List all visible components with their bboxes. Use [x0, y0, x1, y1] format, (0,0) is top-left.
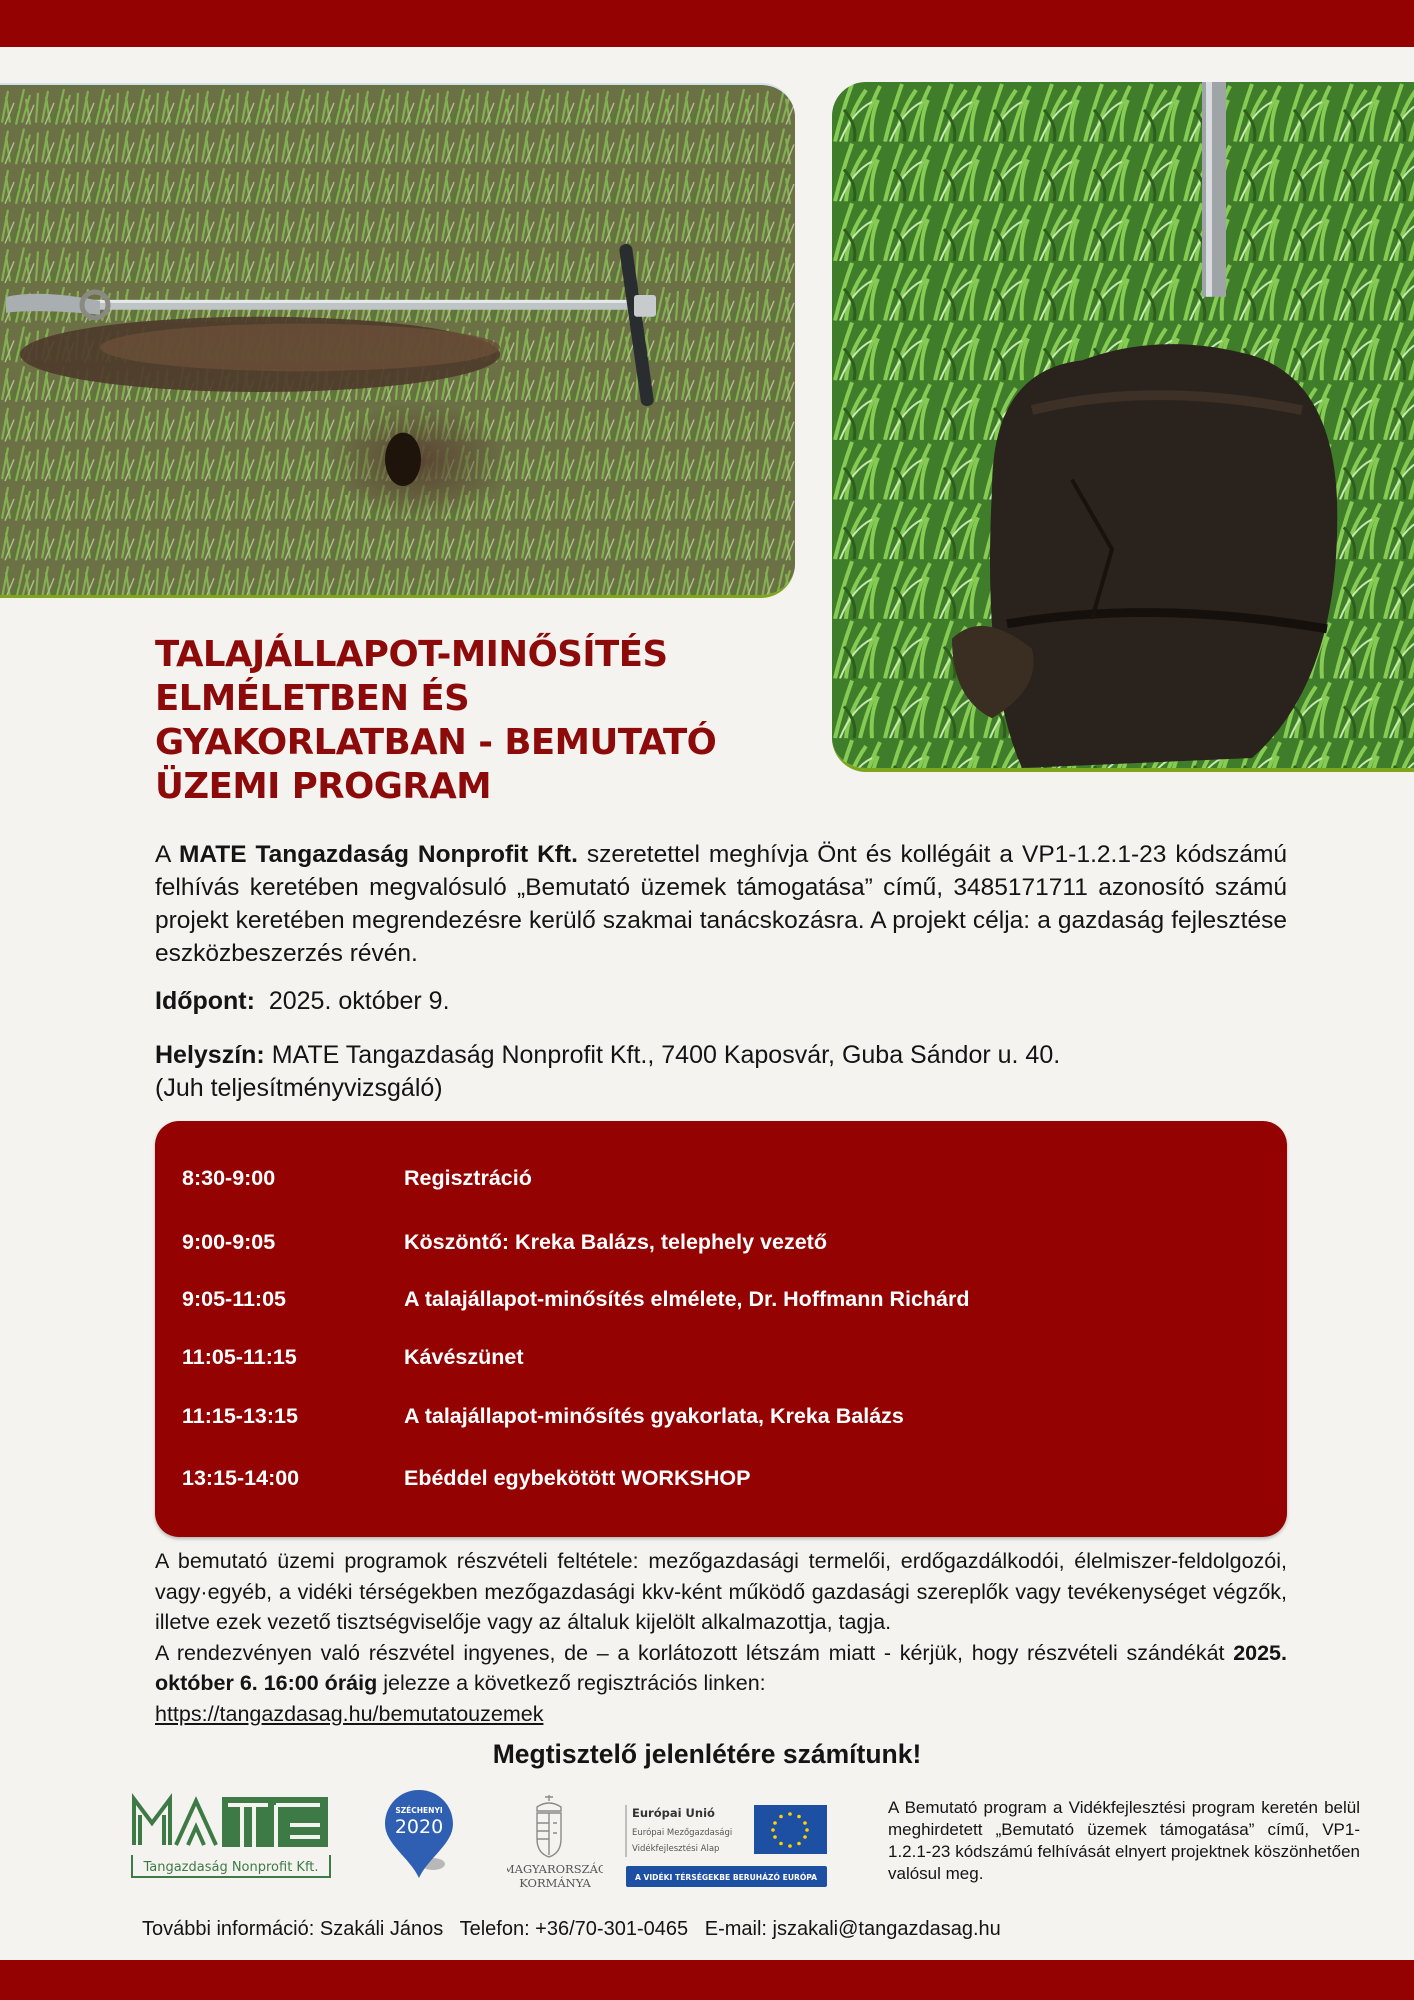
agenda-time: 11:15-13:15: [182, 1404, 298, 1428]
agenda-item: Köszöntő: Kreka Balázs, telephely vezető: [404, 1230, 827, 1254]
hungarian-government-logo: [507, 1793, 603, 1891]
government-line-1: MAGYARORSZÁG: [507, 1862, 603, 1876]
contact-info: [142, 1918, 1001, 1941]
page-title: [155, 633, 805, 809]
mate-logo-subtitle: Tangazdaság Nonprofit Kft.: [143, 1860, 319, 1875]
title-line: ELMÉLETBEN ÉS: [155, 678, 470, 719]
organizer-name: MATE Tangazdaság Nonprofit Kft.: [178, 841, 578, 868]
agenda-time: 9:05-11:05: [182, 1287, 286, 1311]
date-value: 2025. október 9.: [254, 987, 450, 1015]
title-line: TALAJÁLLAPOT-MINŐSÍTÉS: [155, 634, 668, 675]
agenda-time: 9:00-9:05: [182, 1230, 276, 1254]
intro-paragraph: [155, 838, 1287, 970]
registration-link[interactable]: https://tangazdasag.hu/bemutatouzemek: [155, 1701, 544, 1726]
agenda-box: [155, 1121, 1287, 1537]
soil-sample-photo: [832, 82, 1414, 772]
eu-banner: A VIDÉKI TÉRSÉGEKBE BERUHÁZÓ EURÓPA: [634, 1873, 818, 1882]
closing-line: Megtisztelő jelenlétére számítunk!: [492, 1739, 922, 1769]
location-value: MATE Tangazdaság Nonprofit Kft., 7400 Kaposvár, Guba Sándor u. 40.: [264, 1041, 1061, 1069]
szechenyi-2020-logo: [383, 1788, 455, 1880]
eu-fund-logo: [624, 1803, 830, 1891]
registration-deadline: 2025. október 6. 16:00 óráig: [155, 1640, 1287, 1695]
szechenyi-year: 2020: [394, 1816, 444, 1838]
agenda-item: A talajállapot-minősítés elmélete, Dr. Hoffmann Richárd: [404, 1287, 970, 1311]
eu-flag-icon: [754, 1805, 827, 1854]
top-banner-bar: [0, 0, 1414, 47]
government-line-2: KORMÁNYA: [519, 1876, 591, 1890]
mate-logo: [130, 1793, 332, 1881]
location-note: (Juh teljesítményvizsgáló): [155, 1074, 443, 1102]
contact-email[interactable]: E-mail: jszakali@tangazdasag.hu: [704, 1918, 1001, 1940]
agenda-time: 8:30-9:00: [182, 1166, 276, 1190]
hungarian-coat-of-arms-icon: [537, 1795, 561, 1857]
registration-text-end: jelezze a következő regisztrációs linken:: [377, 1671, 766, 1695]
eu-line-1: Európai Mezőgazdasági: [632, 1828, 733, 1838]
eu-line-2: Vidékfejlesztési Alap: [632, 1844, 720, 1854]
contact-phone: Telefon: +36/70-301-0465: [459, 1918, 689, 1940]
participation-conditions: [155, 1546, 1287, 1729]
agenda-item: A talajállapot-minősítés gyakorlata, Kreka Balázs: [404, 1404, 904, 1428]
soil-probe-photo: [0, 83, 795, 598]
intro-prefix: A: [155, 841, 179, 868]
eu-title: Európai Unió: [632, 1806, 715, 1820]
title-line: ÜZEMI PROGRAM: [155, 766, 492, 807]
event-date: [155, 986, 450, 1016]
agenda-time: 11:05-11:15: [182, 1345, 297, 1369]
contact-name: További információ: Szakáli János: [142, 1918, 444, 1940]
conditions-paragraph: A bemutató üzemi programok részvételi feltétele: mezőgazdasági termelői, erdőgazdálkodói, élelmiszer-feldolgozói, vagy·egyéb, a vidéki térségekben mezőgazdasági kkv-ként működő gazdasági szereplők vagy tevékenységet végzők, illetve ezek vezető tisztségviselője vagy az általuk kijelölt alkalmazottja, tagja.: [155, 1549, 1287, 1634]
location-label: Helyszín:: [155, 1041, 265, 1069]
title-line: GYAKORLATBAN - BEMUTATÓ: [155, 722, 717, 763]
intro-text: szeretettel meghívja Önt és kollégáit a VP1-1.2.1-23 kódszámú felhívás keretében megvalósuló „Bemutató üzemek támogatása” című, 3485171711 azonosító számú projekt keretében megrendezésre kerülő szakmai tanácskozásra. A projekt célja: a gazdaság fejlesztése eszközbeszerzés révén.: [155, 841, 1287, 967]
footer-note: A Bemutató program a Vidékfejlesztési program keretén belül meghirdetett „Bemutató üzemek támogatása” című, VP1-1.2.1-23 kódszámú felhívását elnyert projektnek köszönhetően valósul meg.: [888, 1798, 1360, 1883]
registration-text: A rendezvényen való részvétel ingyenes, de – a korlátozott létszám miatt - kérjük, hogy részvételi szándékát: [155, 1640, 1234, 1665]
szechenyi-label: SZÉCHENYI: [395, 1806, 443, 1815]
agenda-item: Regisztráció: [404, 1166, 532, 1190]
agenda-time: 13:15-14:00: [182, 1466, 300, 1490]
registration-paragraph: [155, 1638, 1287, 1699]
date-label: Időpont:: [155, 987, 255, 1015]
bottom-banner-bar: [0, 1960, 1414, 2000]
agenda-item: Ebéddel egybekötött WORKSHOP: [404, 1466, 751, 1490]
agenda-item: Kávészünet: [404, 1345, 524, 1369]
event-location: [155, 1040, 1060, 1070]
